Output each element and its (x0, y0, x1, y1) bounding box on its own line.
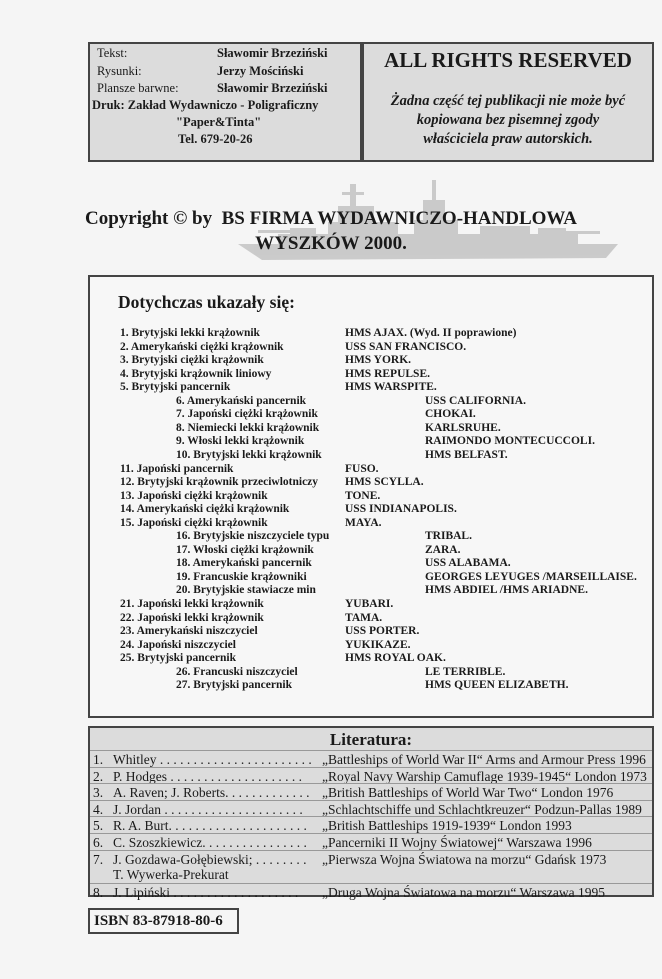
list-item-ship: KARLSRUHE. (425, 421, 501, 434)
literatura-num: 4. (93, 801, 104, 817)
list-item-ship: HMS YORK. (345, 354, 412, 367)
list-item-ship: YUBARI. (345, 598, 394, 610)
literatura-num: 1. (93, 752, 104, 767)
literatura-num: 5. (93, 818, 104, 834)
list-item-ship: MAYA. (345, 516, 382, 529)
list-item-ship: USS SAN FRANCISCO. (345, 340, 467, 353)
isbn-box (88, 908, 239, 934)
literatura-title: „Pierwsza Wojna Światowa na morzu“ Gdańsk 1973 (322, 851, 607, 867)
list-item-title: 17. Włoski ciężki krążownik (176, 543, 314, 556)
list-item-ship: HMS AJAX. (Wyd. II poprawione) (345, 327, 517, 339)
literatura-author: J. Lipiński . . . . . . . . . . . . . . . . . . . (113, 884, 299, 900)
list-item-title: 15. Japoński ciężki krążownik (120, 516, 268, 529)
list-item-title: 8. Niemiecki lekki krążownik (176, 421, 320, 434)
literatura-num: 8. (93, 884, 104, 900)
list-item-title: 1. Brytyjski lekki krążownik (120, 327, 260, 339)
list-item-title: 21. Japoński lekki krążownik (120, 598, 264, 610)
list-item-ship: TONE. (345, 489, 381, 502)
literatura-author: Whitley . . . . . . . . . . . . . . . . . . . . . . . (113, 752, 312, 767)
list-item-title: 18. Amerykański pancernik (176, 557, 312, 570)
list-item-title: 9. Włoski lekki krążownik (176, 435, 305, 448)
literatura-author: C. Szoszkiewicz. . . . . . . . . . . . . . . . (113, 835, 307, 850)
copyright-line: Copyright © by BS FIRMA WYDAWNICZO-HANDLOWA (84, 208, 578, 229)
literatura-title: „British Battleships 1919-1939“ London 1993 (322, 818, 572, 834)
list-item-title: 2. Amerykański ciężki krążownik (120, 340, 284, 353)
list-item-ship: FUSO. (345, 462, 379, 475)
list-item-ship: LE TERRIBLE. (425, 665, 506, 678)
list-item-title: 4. Brytyjski krążownik liniowy (120, 367, 272, 380)
literatura-heading: Literatura: (329, 730, 413, 749)
credit-label: Plansze barwne: (97, 81, 179, 95)
list-item-ship: HMS ABDIEL /HMS ARIADNE. (425, 584, 588, 597)
list-item-title: 16. Brytyjskie niszczyciele typu (176, 530, 330, 543)
credit-phone: Tel. 679-20-26 (178, 132, 253, 146)
list-item-title: 20. Brytyjskie stawiacze min (176, 584, 316, 597)
literatura-author: A. Raven; J. Roberts. . . . . . . . . . . . . (113, 785, 310, 801)
list-item-ship: GEORGES LEYUGES /MARSEILLAISE. (425, 570, 637, 583)
literatura-title: „British Battleships of World War Two“ London 1976 (322, 785, 614, 801)
list-item-ship: USS PORTER. (345, 625, 420, 638)
published-list-box (88, 275, 654, 718)
rights-box (362, 42, 654, 162)
literatura-author: J. Gozdawa-Gołębiewski; . . . . . . . . (113, 851, 307, 867)
list-item-title: 12. Brytyjski krążownik przeciwlotniczy (120, 476, 319, 489)
list-item-title: 3. Brytyjski ciężki krążownik (120, 354, 264, 367)
list-item-title: 6. Amerykański pancernik (176, 394, 307, 407)
list-item-ship: HMS QUEEN ELIZABETH. (425, 679, 569, 692)
rights-line: właściciela praw autorskich. (423, 131, 593, 147)
rights-title: ALL RIGHTS RESERVED (384, 48, 632, 72)
list-item-title: 26. Francuski niszczyciel (176, 665, 298, 678)
literatura-title: „Battleships of World War II“ Arms and Armour Press 1996 (322, 752, 646, 767)
list-item-ship: HMS SCYLLA. (345, 476, 424, 489)
list-item-title: 14. Amerykański ciężki krążownik (120, 503, 290, 516)
list-item-title: 23. Amerykański niszczyciel (120, 625, 258, 638)
copyright-line-year: WYSZKÓW 2000. (255, 233, 407, 254)
list-item-ship: USS ALABAMA. (425, 557, 511, 570)
credit-value: Sławomir Brzeziński (217, 81, 328, 95)
credit-printer-name: "Paper&Tinta" (176, 115, 262, 129)
credit-druk: Druk: Zakład Wydawniczo - Poligraficzny (92, 98, 319, 112)
list-item-ship: USS INDIANAPOLIS. (345, 503, 457, 516)
literatura-row (90, 883, 652, 902)
list-item-title: 10. Brytyjski lekki krążownik (176, 448, 322, 461)
credit-value: Sławomir Brzeziński (217, 46, 328, 60)
list-item-ship: HMS ROYAL OAK. (345, 652, 446, 665)
literatura-title: „Royal Navy Warship Camuflage 1939-1945“ London 1973 (322, 768, 647, 784)
literatura-title: „Schlachtschiffe und Schlachtkreuzer“ Podzun-Pallas 1989 (322, 801, 642, 817)
list-item-ship: HMS REPULSE. (345, 367, 430, 380)
literatura-num: 2. (93, 768, 104, 784)
isbn-number: ISBN 83-87918-80-6 (94, 913, 223, 929)
list-item-ship: HMS BELFAST. (425, 448, 508, 461)
list-item-ship: CHOKAI. (425, 408, 476, 421)
rights-text (370, 92, 646, 149)
list-item-title: 19. Francuskie krążowniki (176, 570, 307, 583)
list-item-title: 22. Japoński lekki krążownik (120, 611, 264, 624)
literatura-num: 7. (93, 851, 104, 867)
list-item-ship: ZARA. (425, 543, 461, 556)
list-item-ship: HMS WARSPITE. (345, 381, 437, 394)
credit-label: Tekst: (97, 46, 128, 60)
list-item-ship: USS CALIFORNIA. (425, 394, 526, 407)
credit-label: Rysunki: (97, 64, 142, 78)
list-item-title: 11. Japoński pancernik (120, 462, 234, 475)
literatura-author: J. Jordan . . . . . . . . . . . . . . . . . . . . . (113, 801, 303, 817)
literatura-num: 6. (93, 835, 104, 850)
literatura-title: „Druga Wojna Światowa na morzu“ Warszawa 1995 (322, 884, 605, 900)
literatura-title: „Pancerniki II Wojny Światowej“ Warszawa 1996 (322, 835, 592, 850)
list-item-title: 7. Japoński ciężki krążownik (176, 408, 318, 421)
rights-line: kopiowana bez pisemnej zgody (416, 112, 600, 128)
literatura-author: R. A. Burt. . . . . . . . . . . . . . . . . . . . . (113, 818, 307, 834)
literatura-author: T. Wywerka-Prekurat (113, 867, 229, 883)
rights-line: Żadna część tej publikacji nie może być (390, 93, 626, 109)
literatura-author: P. Hodges . . . . . . . . . . . . . . . . . . . . (113, 768, 303, 784)
list-item-title: 24. Japoński niszczyciel (120, 638, 236, 651)
list-item-title: 13. Japoński ciężki krążownik (120, 489, 268, 502)
list-item-title: 27. Brytyjski pancernik (176, 679, 292, 692)
list-item-ship: TAMA. (345, 611, 383, 624)
literatura-row (90, 866, 652, 884)
credit-value: Jerzy Mościński (217, 64, 304, 78)
list-item-ship: RAIMONDO MONTECUCCOLI. (425, 435, 595, 448)
literatura-num: 3. (93, 785, 104, 801)
literatura-box (88, 726, 654, 900)
list-item-title: 5. Brytyjski pancernik (120, 381, 231, 394)
list-item-title: 25. Brytyjski pancernik (120, 652, 236, 665)
credits-box (88, 42, 362, 162)
list-item-ship: YUKIKAZE. (345, 638, 411, 651)
list-heading: Dotychczas ukazały się: (118, 292, 295, 312)
list-item-ship: TRIBAL. (425, 530, 472, 543)
